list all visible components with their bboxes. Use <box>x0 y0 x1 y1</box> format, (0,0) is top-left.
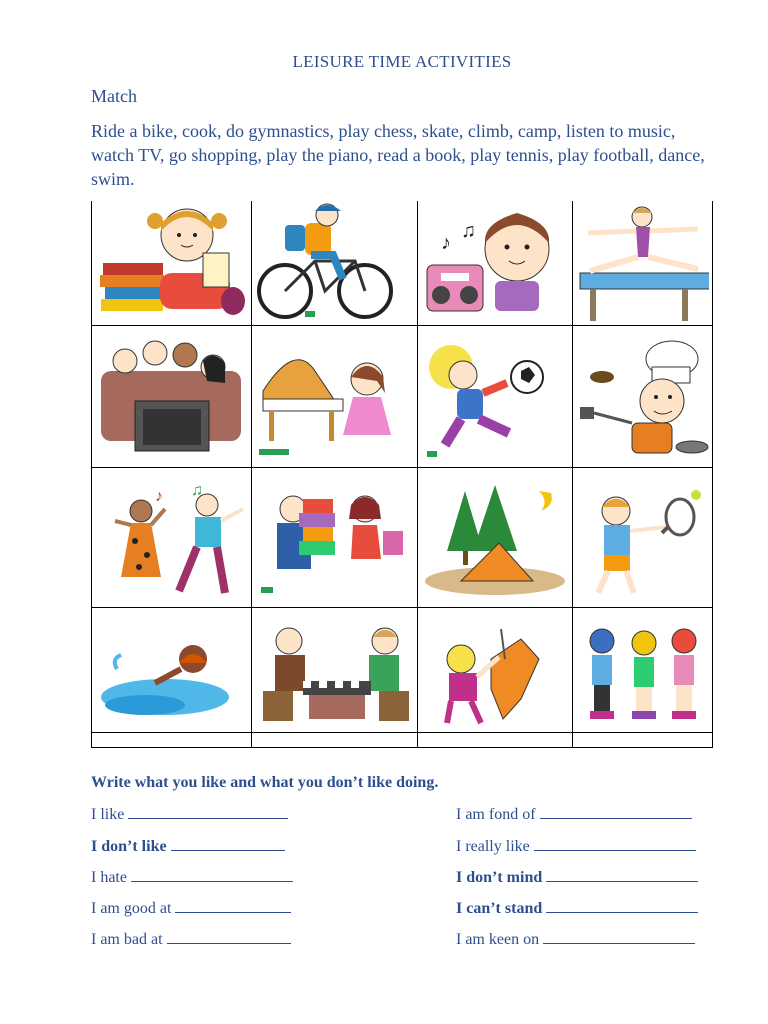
skating-picture <box>576 619 709 729</box>
sentence-prompt: I am good at <box>91 900 172 917</box>
grid-line <box>91 467 713 468</box>
swimming-picture <box>95 619 247 729</box>
grid-line <box>91 201 92 748</box>
svg-text:♪: ♪ <box>155 488 163 505</box>
answer-blank[interactable] <box>131 867 293 882</box>
grid-line <box>417 201 418 748</box>
sentence-line <box>456 929 695 949</box>
grid-line <box>712 201 713 748</box>
grid-line <box>91 607 713 608</box>
cooking-picture <box>576 337 709 463</box>
sentence-prompt: I am bad at <box>91 931 163 948</box>
svg-text:♫: ♫ <box>461 220 476 242</box>
gymnastics-picture <box>576 203 709 321</box>
chess-picture <box>255 619 413 729</box>
answer-blank[interactable] <box>128 804 288 819</box>
sentence-line <box>456 836 696 856</box>
camping-picture <box>421 481 568 603</box>
sentence-prompt: I am fond of <box>456 806 536 823</box>
shopping-picture <box>255 479 413 603</box>
playing-football-picture <box>421 337 568 463</box>
sentence-prompt: I can’t stand <box>456 900 543 917</box>
answer-blank[interactable] <box>546 898 698 913</box>
picture-grid <box>91 201 713 748</box>
sentence-line <box>91 836 285 856</box>
word-bank: Ride a bike, cook, do gymnastics, play chess, skate, climb, camp, listen to music, watch TV, go shopping, play the piano, read a book, play tennis, play football, dance, swim. <box>91 121 705 189</box>
sentence-line <box>91 898 291 918</box>
sentence-line <box>456 867 698 887</box>
riding-bike-picture <box>255 203 413 321</box>
match-heading: Match <box>91 86 137 106</box>
sentence-line <box>456 898 698 918</box>
grid-line <box>91 747 713 748</box>
sentence-prompt: I don’t like <box>91 838 167 855</box>
answer-blank[interactable] <box>540 804 692 819</box>
worksheet-title: LEISURE TIME ACTIVITIES <box>292 52 512 71</box>
svg-text:♫: ♫ <box>191 482 203 499</box>
answer-blank[interactable] <box>171 836 285 851</box>
answer-blank[interactable] <box>546 867 698 882</box>
listening-music-picture <box>421 203 568 321</box>
grid-line <box>91 325 713 326</box>
grid-line <box>251 201 252 748</box>
answer-blank[interactable] <box>175 898 291 913</box>
sentence-prompt: I am keen on <box>456 931 540 948</box>
sentence-line <box>91 804 288 824</box>
sentence-line <box>456 804 692 824</box>
sentence-line <box>91 929 291 949</box>
sentence-prompt: I hate <box>91 869 127 886</box>
svg-text:♪: ♪ <box>441 232 451 254</box>
grid-line <box>572 201 573 748</box>
task-instruction: Write what you like and what you don’t like doing. <box>91 774 439 791</box>
answer-blank[interactable] <box>534 836 696 851</box>
sentence-line <box>91 867 293 887</box>
climbing-picture <box>421 619 568 729</box>
sentence-prompt: I like <box>91 806 125 823</box>
answer-blank[interactable] <box>167 929 291 944</box>
sentence-prompt: I really like <box>456 838 530 855</box>
answer-blank[interactable] <box>543 929 695 944</box>
grid-line <box>91 732 713 733</box>
tennis-picture <box>576 481 709 603</box>
reading-book-picture <box>95 203 247 321</box>
playing-piano-picture <box>255 341 413 463</box>
watching-tv-picture <box>95 331 247 463</box>
sentence-prompt: I don’t mind <box>456 869 543 886</box>
dancing-picture <box>95 481 247 603</box>
